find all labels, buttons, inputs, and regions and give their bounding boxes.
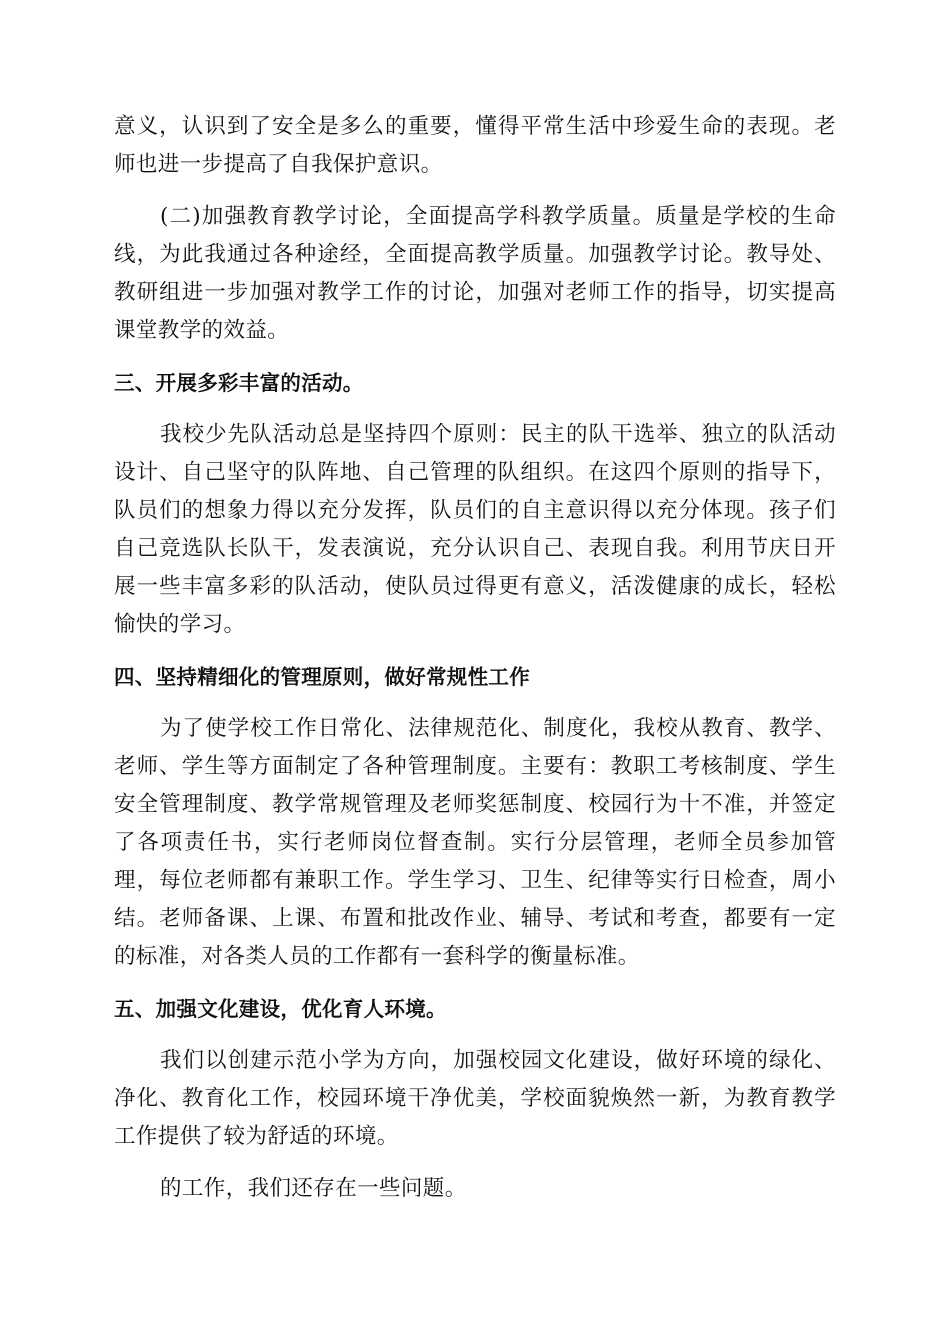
- paragraph-teaching-quality: (二)加强教育教学讨论，全面提高学科教学质量。质量是学校的生命线，为此我通过各种途经，全面提高教学质量。加强教学讨论。教导处、教研组进一步加强对教学工作的讨论，加强对老师工作的指导，切实提高课堂教学的效益。: [114, 204, 836, 343]
- paragraph-management-rules: 为了使学校工作日常化、法律规范化、制度化，我校从教育、教学、老师、学生等方面制定了各种管理制度。主要有：教职工考核制度、学生安全管理制度、教学常规管理及老师奖惩制度、校园行为十不准，并签定了各项责任书，实行老师岗位督查制。实行分层管理，老师全员参加管理，每位老师都有兼职工作。学生学习、卫生、纪律等实行日检查，周小结。老师备课、上课、布置和批改作业、辅导、考试和考查，都要有一定的标准，对各类人员的工作都有一套科学的衡量标准。: [114, 716, 836, 969]
- paragraph-safety-awareness: 意义，认识到了安全是多么的重要，懂得平常生活中珍爱生命的表现。老师也进一步提高了自我保护意识。: [114, 114, 836, 177]
- paragraph-pioneer-activities: 我校少先队活动总是坚持四个原则：民主的队干选举、独立的队活动设计、自己坚守的队阵地、自己管理的队组织。在这四个原则的指导下，队员们的想象力得以充分发挥，队员们的自主意识得以充分体现。孩子们自己竞选队长队干，发表演说，充分认识自己、表现自我。利用节庆日开展一些丰富多彩的队活动，使队员过得更有意义，活泼健康的成长，轻松愉快的学习。: [114, 422, 836, 637]
- heading-section-three: 三、开展多彩丰富的活动。: [114, 371, 364, 395]
- paragraph-culture-environment: 我们以创建示范小学为方向，加强校园文化建设，做好环境的绿化、净化、教育化工作，校园环境干净优美，学校面貌焕然一新，为教育教学工作提供了较为舒适的环境。: [114, 1048, 836, 1149]
- paragraph-remaining-issues: 的工作，我们还存在一些问题。: [160, 1176, 467, 1201]
- heading-section-five: 五、加强文化建设，优化育人环境。: [114, 997, 447, 1021]
- heading-section-four: 四、坚持精细化的管理原则，做好常规性工作: [114, 665, 530, 689]
- document-page: [114, 108, 836, 1208]
